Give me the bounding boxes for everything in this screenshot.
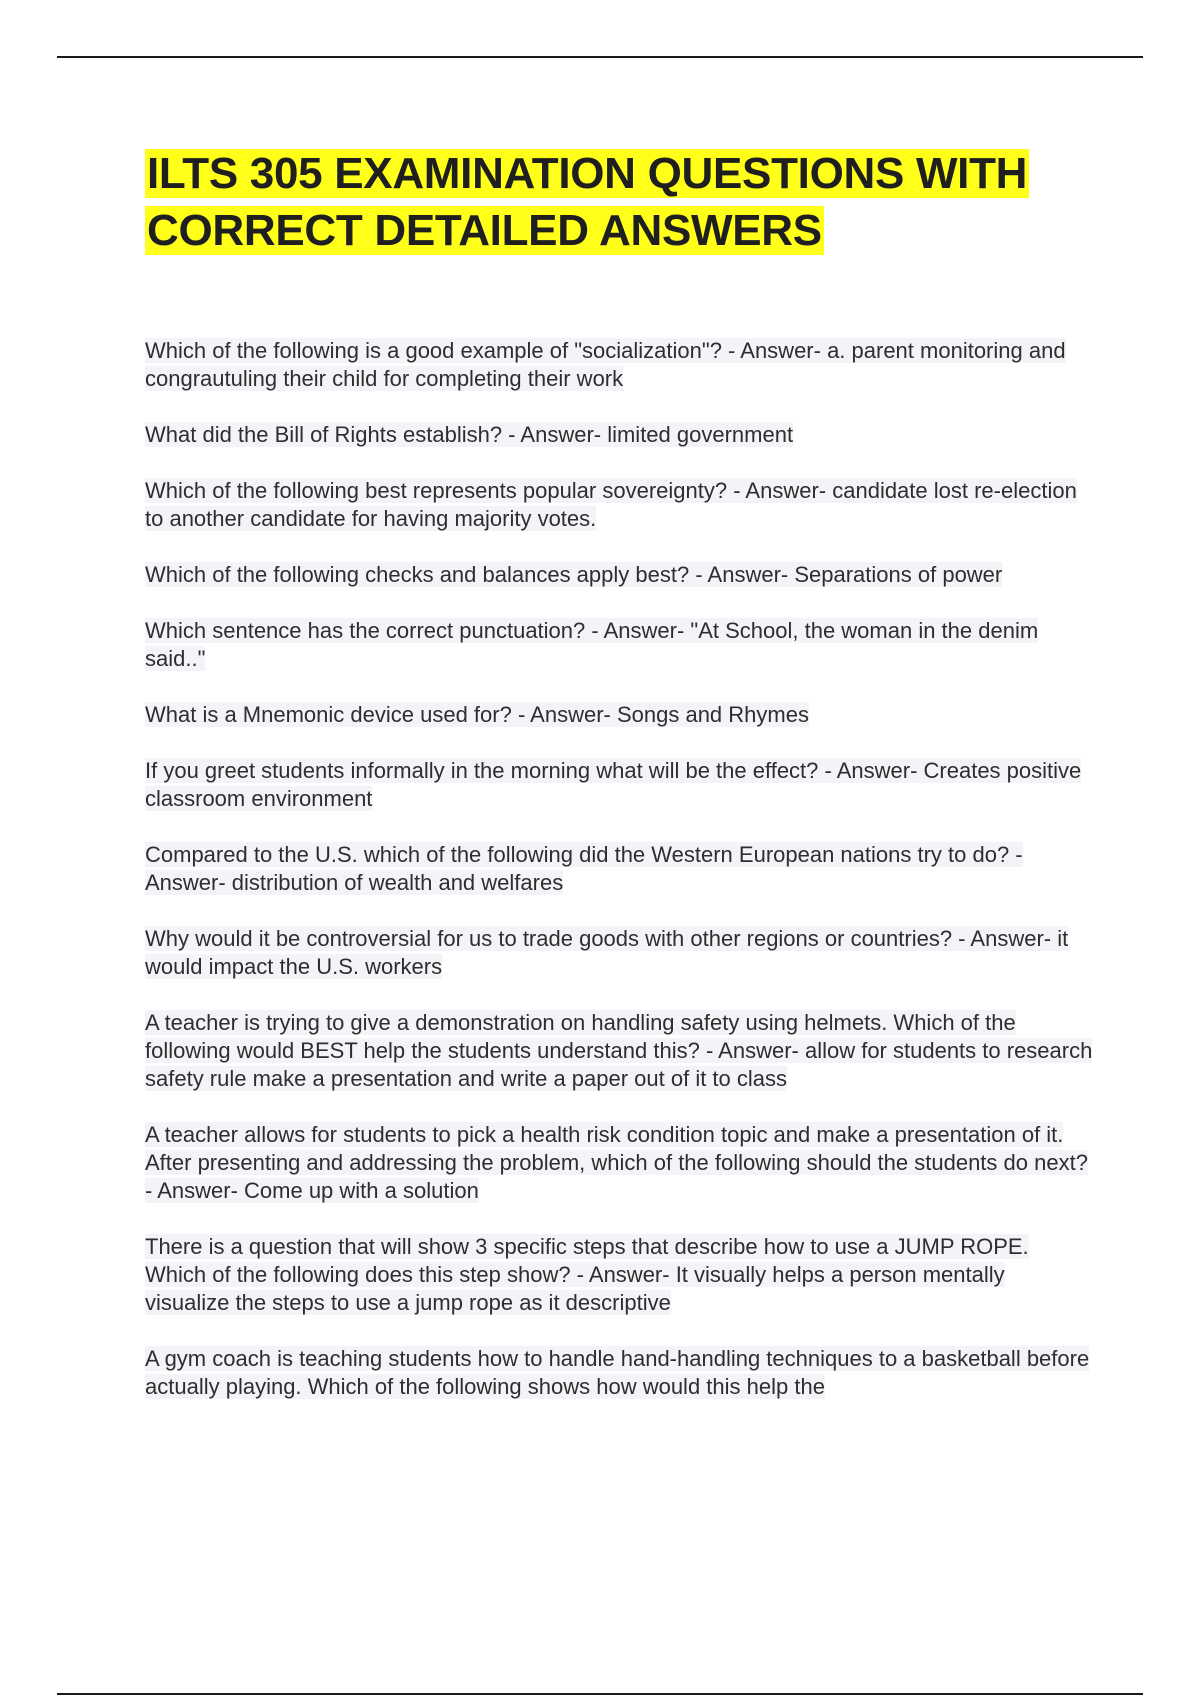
- qa-item: Which of the following best represents popular sovereignty? - Answer- candidate lost re-election to another candidate for having majority votes.: [145, 478, 1077, 531]
- qa-item: A gym coach is teaching students how to handle hand-handling techniques to a basketball before actually playing. Which of the following shows how would this help the: [145, 1346, 1090, 1399]
- qa-item: A teacher is trying to give a demonstration on handling safety using helmets. Which of the following would BEST help the students understand this? - Answer- allow for students to research safety rule make a presentation and write a paper out of it to class: [145, 1010, 1093, 1091]
- bottom-rule: [57, 1693, 1143, 1695]
- qa-item: If you greet students informally in the morning what will be the effect? - Answer- Creates positive classroom environment: [145, 758, 1082, 811]
- qa-item: Which sentence has the correct punctuation? - Answer- "At School, the woman in the denim said..": [145, 618, 1039, 671]
- qa-item: Which of the following checks and balances apply best? - Answer- Separations of power: [145, 562, 1003, 587]
- qa-item: Which of the following is a good example of "socialization"? - Answer- a. parent monitoring and congrautuling their child for completing their work: [145, 338, 1066, 391]
- document-title: ILTS 305 EXAMINATION QUESTIONS WITH CORRECT DETAILED ANSWERS: [147, 149, 1028, 255]
- qa-item: What did the Bill of Rights establish? - Answer- limited government: [145, 422, 794, 447]
- document-page: [145, 145, 1095, 1429]
- qa-item: Why would it be controversial for us to trade goods with other regions or countries? - Answer- it would impact the U.S. workers: [145, 926, 1069, 979]
- qa-item: What is a Mnemonic device used for? - Answer- Songs and Rhymes: [145, 702, 809, 727]
- qa-item: Compared to the U.S. which of the following did the Western European nations try to do? - Answer- distribution of wealth and welfares: [145, 842, 1023, 895]
- qa-item: A teacher allows for students to pick a health risk condition topic and make a presentation of it. After presenting and addressing the problem, which of the following should the students do next? - Answer- Come up with a solution: [145, 1122, 1088, 1203]
- qa-list: [145, 337, 1095, 1401]
- top-rule: [57, 56, 1143, 58]
- qa-item: There is a question that will show 3 specific steps that describe how to use a JUMP ROPE. Which of the following does this step show? - Answer- It visually helps a person mentally visualize the steps to use a jump rope as it descriptive: [145, 1234, 1029, 1315]
